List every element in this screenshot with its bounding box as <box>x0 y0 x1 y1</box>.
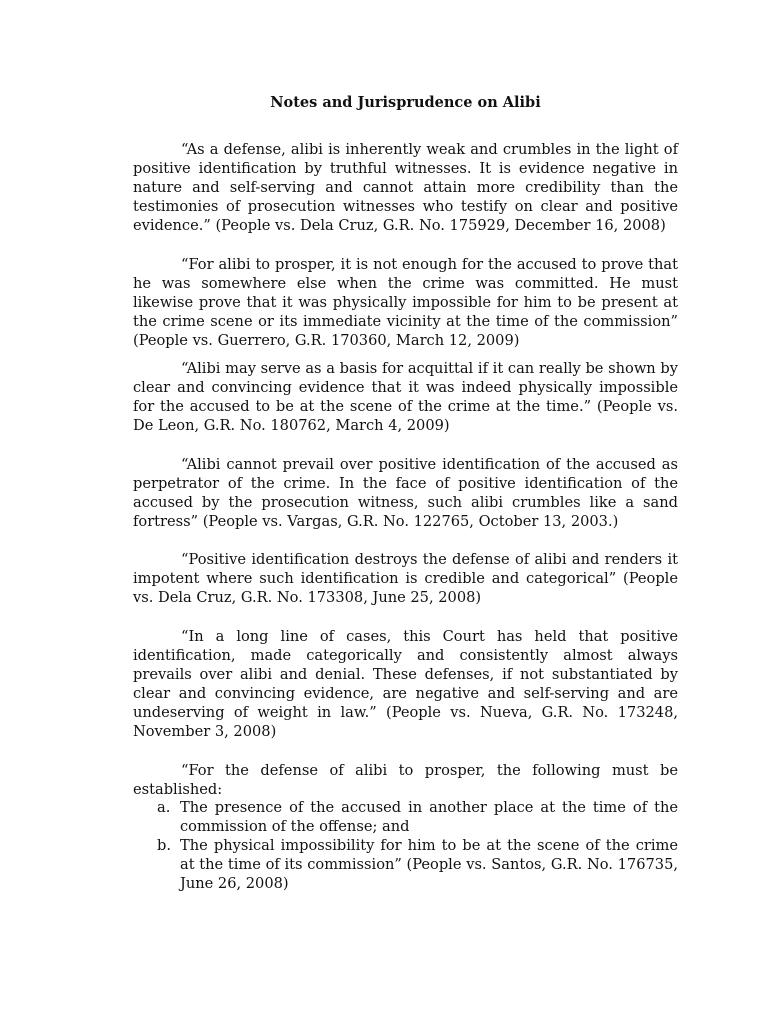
paragraph-2: “For alibi to prosper, it is not enough for the accused to prove that he was somewhere else when the crime was committed. He must likewise prove that it was physically impossible for him to be present at the crime scene or its immediate vicinity at the time of the commission” (People vs. Guerrero, G.R. 170360, March 12, 2009) <box>133 256 678 349</box>
paragraph-3: “Alibi may serve as a basis for acquittal if it can really be shown by clear and convincing evidence that it was indeed physically impossible for the accused to be at the scene of the crime at the time.” (People vs. De Leon, G.R. No. 180762, March 4, 2009) <box>133 360 678 434</box>
list-marker: b. <box>157 837 171 854</box>
list-item <box>133 836 678 893</box>
list-item-text: The physical impossibility for him to be at the scene of the crime at the time of its commission” (People vs. Santos, G.R. No. 176735, June 26, 2008) <box>180 837 678 892</box>
requirements-list <box>133 798 678 893</box>
paragraph-4: “Alibi cannot prevail over positive identification of the accused as perpetrator of the crime. In the face of positive identification of the accused by the prosecution witness, such alibi crumbles like a sand fortress” (People vs. Vargas, G.R. No. 122765, October 13, 2003.) <box>133 456 678 530</box>
list-item-text: The presence of the accused in another place at the time of the commission of the offense; and <box>180 799 678 835</box>
paragraph-5: “Positive identification destroys the defense of alibi and renders it impotent where such identification is credible and categorical” (People vs. Dela Cruz, G.R. No. 173308, June 25, 2008) <box>133 551 678 606</box>
list-item <box>133 798 678 836</box>
list-marker: a. <box>157 799 171 816</box>
paragraph-7: “For the defense of alibi to prosper, the following must be established: <box>133 762 678 798</box>
paragraph-6: “In a long line of cases, this Court has held that positive identification, made categorically and consistently almost always prevails over alibi and denial. These defenses, if not substantiated by clear and convincing evidence, are negative and self-serving and are undeserving of weight in law.” (People vs. Nueva, G.R. No. 173248, November 3, 2008) <box>133 628 678 740</box>
paragraph-1: “As a defense, alibi is inherently weak and crumbles in the light of positive identification by truthful witnesses. It is evidence negative in nature and self-serving and cannot attain more credibility than the testimonies of prosecution witnesses who testify on clear and positive evidence.” (People vs. Dela Cruz, G.R. No. 175929, December 16, 2008) <box>133 141 678 234</box>
document-title: Notes and Jurisprudence on Alibi <box>270 94 541 111</box>
